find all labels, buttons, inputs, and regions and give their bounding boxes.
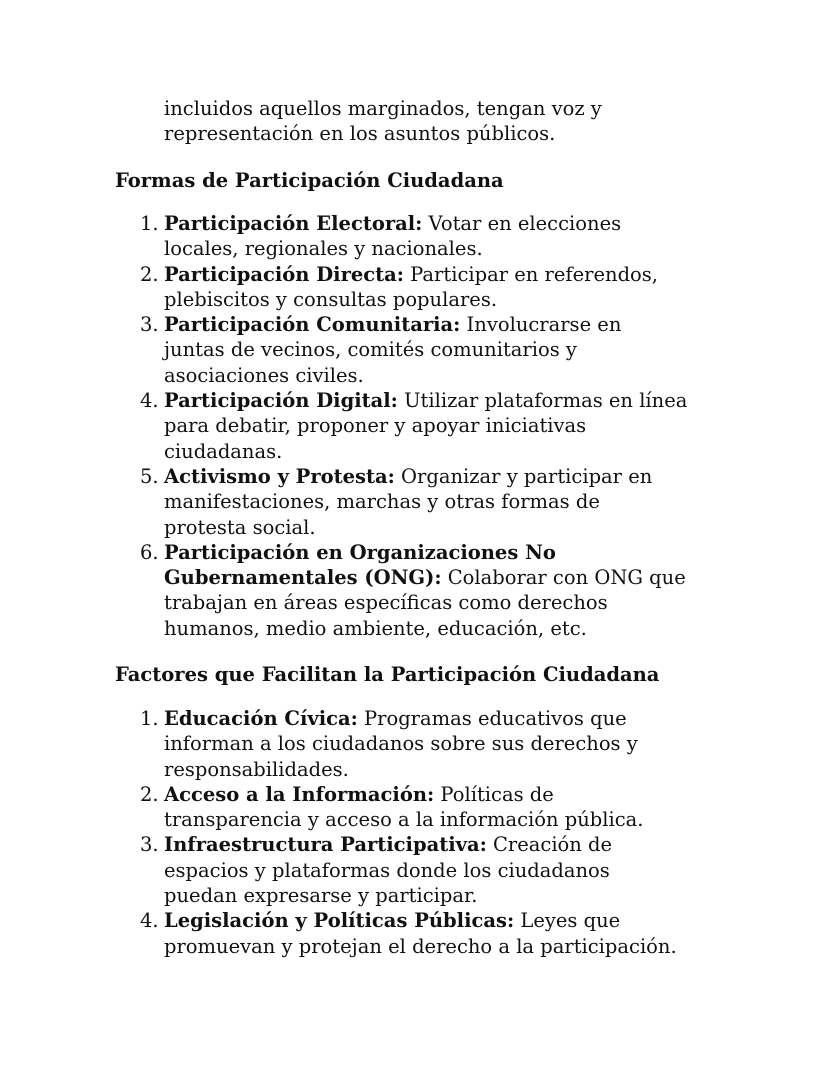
list-item — [115, 706, 677, 782]
section-heading-factores: Factores que Facilitan la Participación Ciudadana — [115, 663, 660, 686]
list-number: 1. — [140, 212, 159, 235]
list-number: 3. — [140, 833, 159, 857]
item-text: Creación de espacios y plataformas donde los ciudadanos puedan expresarse y participar. — [164, 833, 613, 908]
item-label: Activismo y Protesta: — [164, 464, 395, 488]
item-text: Colaborar con ONG que trabajan en áreas específicas como derechos humanos, medio ambiente, educación, etc. — [164, 566, 686, 640]
item-text: Involucrarse en juntas de vecinos, comités comunitarios y asociaciones civiles. — [164, 313, 622, 387]
list-item — [115, 464, 687, 540]
item-text: Organizar y participar en manifestaciones, marchas y otras formas de protesta social. — [164, 464, 653, 539]
list-item — [115, 908, 677, 959]
list-item — [115, 262, 687, 313]
list-item — [115, 782, 677, 833]
factores-list — [115, 706, 677, 959]
list-number: 4. — [140, 909, 159, 933]
list-item — [115, 312, 687, 388]
list-number: 2. — [140, 262, 159, 286]
list-number: 1. — [140, 707, 159, 730]
item-text: Participar en referendos, plebiscitos y consultas populares. — [164, 262, 658, 311]
intro-paragraph: incluidos aquellos marginados, tengan voz y representación en los asuntos públicos. — [164, 97, 602, 146]
list-item — [115, 388, 687, 464]
item-text: Políticas de transparencia y acceso a la información pública. — [164, 782, 644, 832]
item-label: Participación Comunitaria: — [164, 313, 461, 337]
list-number: 2. — [140, 782, 159, 806]
item-label: Participación Electoral: — [164, 212, 423, 235]
list-number: 3. — [140, 313, 159, 337]
item-label: Legislación y Políticas Públicas: — [164, 909, 515, 933]
item-label: Participación en Organizaciones No Gubernamentales (ONG): — [164, 540, 556, 590]
item-label: Participación Directa: — [164, 262, 404, 286]
list-item — [115, 540, 687, 641]
list-number: 4. — [140, 389, 159, 413]
formas-list — [115, 211, 687, 641]
item-text: Leyes que promuevan y protejan el derecho a la participación. — [164, 909, 677, 958]
item-text: Votar en elecciones locales, regionales y nacionales. — [164, 212, 622, 261]
list-item — [115, 832, 677, 908]
section-heading-formas: Formas de Participación Ciudadana — [115, 169, 504, 192]
item-label: Participación Digital: — [164, 389, 398, 413]
item-text: Programas educativos que informan a los ciudadanos sobre sus derechos y responsabilidades. — [164, 707, 638, 781]
list-number: 6. — [140, 540, 159, 564]
item-text: Utilizar plataformas en línea para debatir, proponer y apoyar iniciativas ciudadanas. — [164, 389, 688, 463]
item-label: Acceso a la Información: — [164, 782, 435, 806]
item-label: Educación Cívica: — [164, 707, 358, 730]
item-label: Infraestructura Participativa: — [164, 833, 487, 857]
list-number: 5. — [140, 464, 159, 488]
list-item — [115, 211, 687, 262]
